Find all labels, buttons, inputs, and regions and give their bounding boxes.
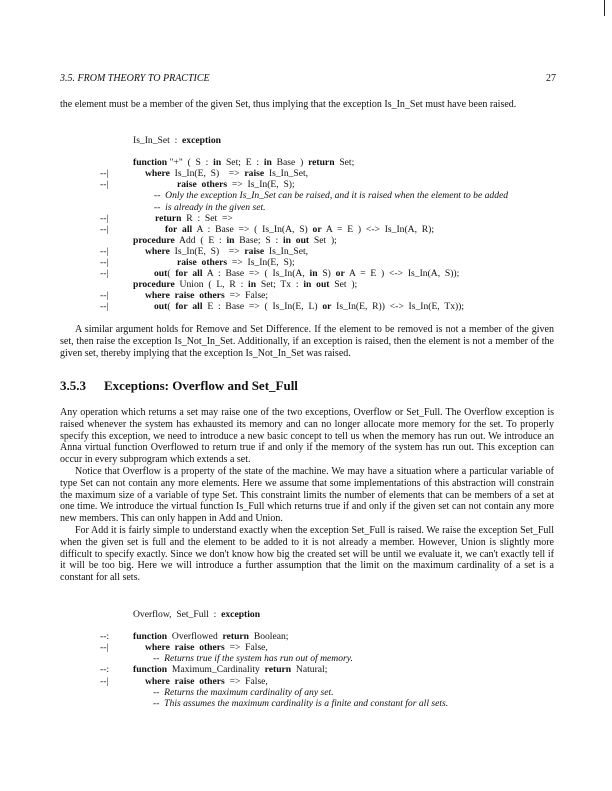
- code-line: [60, 279, 560, 290]
- code-line: [60, 631, 560, 642]
- section-heading: [60, 378, 316, 394]
- code-text: out( for all A : Base => ( Is_In(A, in S) or A = E ) <-> Is_In(A, S));: [154, 268, 460, 280]
- annotation-mark: --|: [100, 290, 109, 302]
- code-text: where raise others => False,: [145, 675, 268, 687]
- code-text: where Is_In(E, S) => raise Is_In_Set,: [145, 168, 309, 180]
- annotation-mark: --|: [100, 223, 109, 235]
- paragraph-text: the element must be a member of the given Set, thus implying that the exception Is_In_Set must have been raised.: [60, 99, 517, 110]
- code-line: [60, 202, 560, 213]
- code-line: [60, 257, 560, 268]
- paragraph-text: Any operation which returns a set may raise one of the two exceptions, Overflow or Set_Full. The Overflow exception is raised whenever the system has exhausted its memory and can no longer allocate more memory for the set. To properly specify this exception, we need to introduce a new basic concept to tell us when the memory has run out. We introduce an Anna virtual function Overflowed to return true if and only if the memory of the system has run out. This exception can occur in every subprogram which extends a set.: [60, 407, 554, 466]
- page-number: 27: [546, 73, 556, 84]
- running-header: [60, 73, 556, 84]
- code-line: [60, 301, 560, 312]
- code-line: [60, 687, 560, 698]
- code-comment: -- Only the exception Is_In_Set can be raised, and it is raised when the element to be added: [154, 190, 509, 202]
- paragraph-text: Notice that Overflow is a property of the state of the machine. We may have a situation where a particular variable of type Set can not contain any more elements. Here we assume that some implementations of this abstraction will constrain the maximum size of a variable of type Set. This constraint limits the number of elements that can be members of a set at one time. We introduce the virtual function Is_Full which returns true if and only if the given set can not contain any more new members. This can only happen in Add and Union.: [60, 465, 554, 525]
- scan-artifact-bar: [604, 0, 605, 16]
- annotation-mark: --|: [100, 257, 109, 269]
- annotation-mark: --|: [100, 268, 109, 280]
- code-text: function "+" ( S : in Set; E : in Base ) return Set;: [133, 157, 355, 169]
- code-text: Overflow, Set_Full : exception: [133, 609, 261, 620]
- code-comment: -- This assumes the maximum cardinality is a finite and constant for all sets.: [153, 697, 449, 709]
- paragraph-text: A similar argument holds for Remove and Set Difference. If the element to be removed is not a member of the given set, then raise the exception Is_Not_In_Set. Additionally, if an exception is raised, then the element is not a member of the given set, thereby implying that the exception Is_Not_In_Set was raised.: [60, 324, 554, 359]
- code-text: raise others => Is_In(E, S);: [177, 257, 295, 269]
- code-text: procedure Add ( E : in Base; S : in out Set );: [133, 234, 337, 246]
- code-text: function Maximum_Cardinality return Natural;: [133, 664, 328, 676]
- code-text: return R : Set =>: [155, 212, 233, 224]
- code-line: [60, 620, 560, 631]
- annotation-mark: --:: [100, 664, 110, 676]
- section-body: [60, 407, 554, 584]
- section-number: 3.5.3: [60, 378, 86, 393]
- annotation-mark: --|: [100, 301, 109, 313]
- code-text: function Overflowed return Boolean;: [133, 631, 289, 643]
- code-line: [60, 609, 560, 620]
- code-line: [60, 642, 560, 653]
- paragraph-2: [60, 324, 554, 359]
- code-line: [60, 135, 560, 146]
- code-comment: -- Returns the maximum cardinality of any set.: [153, 686, 334, 698]
- annotation-mark: --|: [100, 212, 109, 224]
- code-line: [60, 157, 560, 168]
- annotation-mark: --|: [100, 245, 109, 257]
- paragraph-text: For Add it is fairly simple to understand exactly when the exception Set_Full is raised. We raise the exception Set_Full when the given set is full and the element to be added to it is not already a member. However, Union is slightly more difficult to specify exactly. Since we don't know how big the created set will be until we evaluate it, we can't exactly tell if it will be too big. Here we will introduce a further assumption that the limit on the maximum cardinality of a set is a constant for all sets.: [60, 524, 554, 584]
- code-text: where raise others => False;: [145, 290, 269, 302]
- code-line: [60, 179, 560, 190]
- code-line: [60, 235, 560, 246]
- code-line: [60, 146, 560, 157]
- code-text: raise others => Is_In(E, S);: [177, 179, 295, 191]
- annotation-mark: --|: [100, 642, 109, 654]
- running-title: 3.5. FROM THEORY TO PRACTICE: [60, 73, 210, 84]
- code-text: where raise others => False,: [145, 642, 268, 654]
- code-line: [60, 213, 560, 224]
- code-line: [60, 190, 560, 201]
- code-line: [60, 246, 560, 257]
- code-text: where Is_In(E, S) => raise Is_In_Set,: [145, 245, 309, 257]
- annotation-mark: --|: [100, 179, 109, 191]
- code-text: for all A : Base => ( Is_In(A, S) or A = E ) <-> Is_In(A, R);: [165, 223, 435, 235]
- annotation-mark: --:: [100, 631, 110, 643]
- code-comment: -- Returns true if the system has run out of memory.: [153, 653, 353, 665]
- annotation-mark: --|: [100, 675, 109, 687]
- code-line: [60, 224, 560, 235]
- code-text: Is_In_Set : exception: [133, 135, 221, 146]
- code-line: [60, 664, 560, 675]
- annotation-mark: --|: [100, 168, 109, 180]
- code-comment: -- is already in the given set.: [154, 201, 266, 213]
- code-line: [60, 653, 560, 664]
- section-title: Exceptions: Overflow and Set_Full: [104, 378, 298, 393]
- code-line: [60, 168, 560, 179]
- code-line: [60, 676, 560, 687]
- code-text: procedure Union ( L, R : in Set; Tx : in out Set );: [133, 279, 358, 291]
- code-line: [60, 268, 560, 279]
- code-text: out( for all E : Base => ( Is_In(E, L) or Is_In(E, R)) <-> Is_In(E, Tx));: [154, 301, 465, 313]
- code-listing-is-in-set: [60, 135, 560, 313]
- code-line: [60, 698, 560, 709]
- code-line: [60, 290, 560, 301]
- paragraph-1: [60, 99, 554, 111]
- code-listing-overflow: [60, 609, 560, 709]
